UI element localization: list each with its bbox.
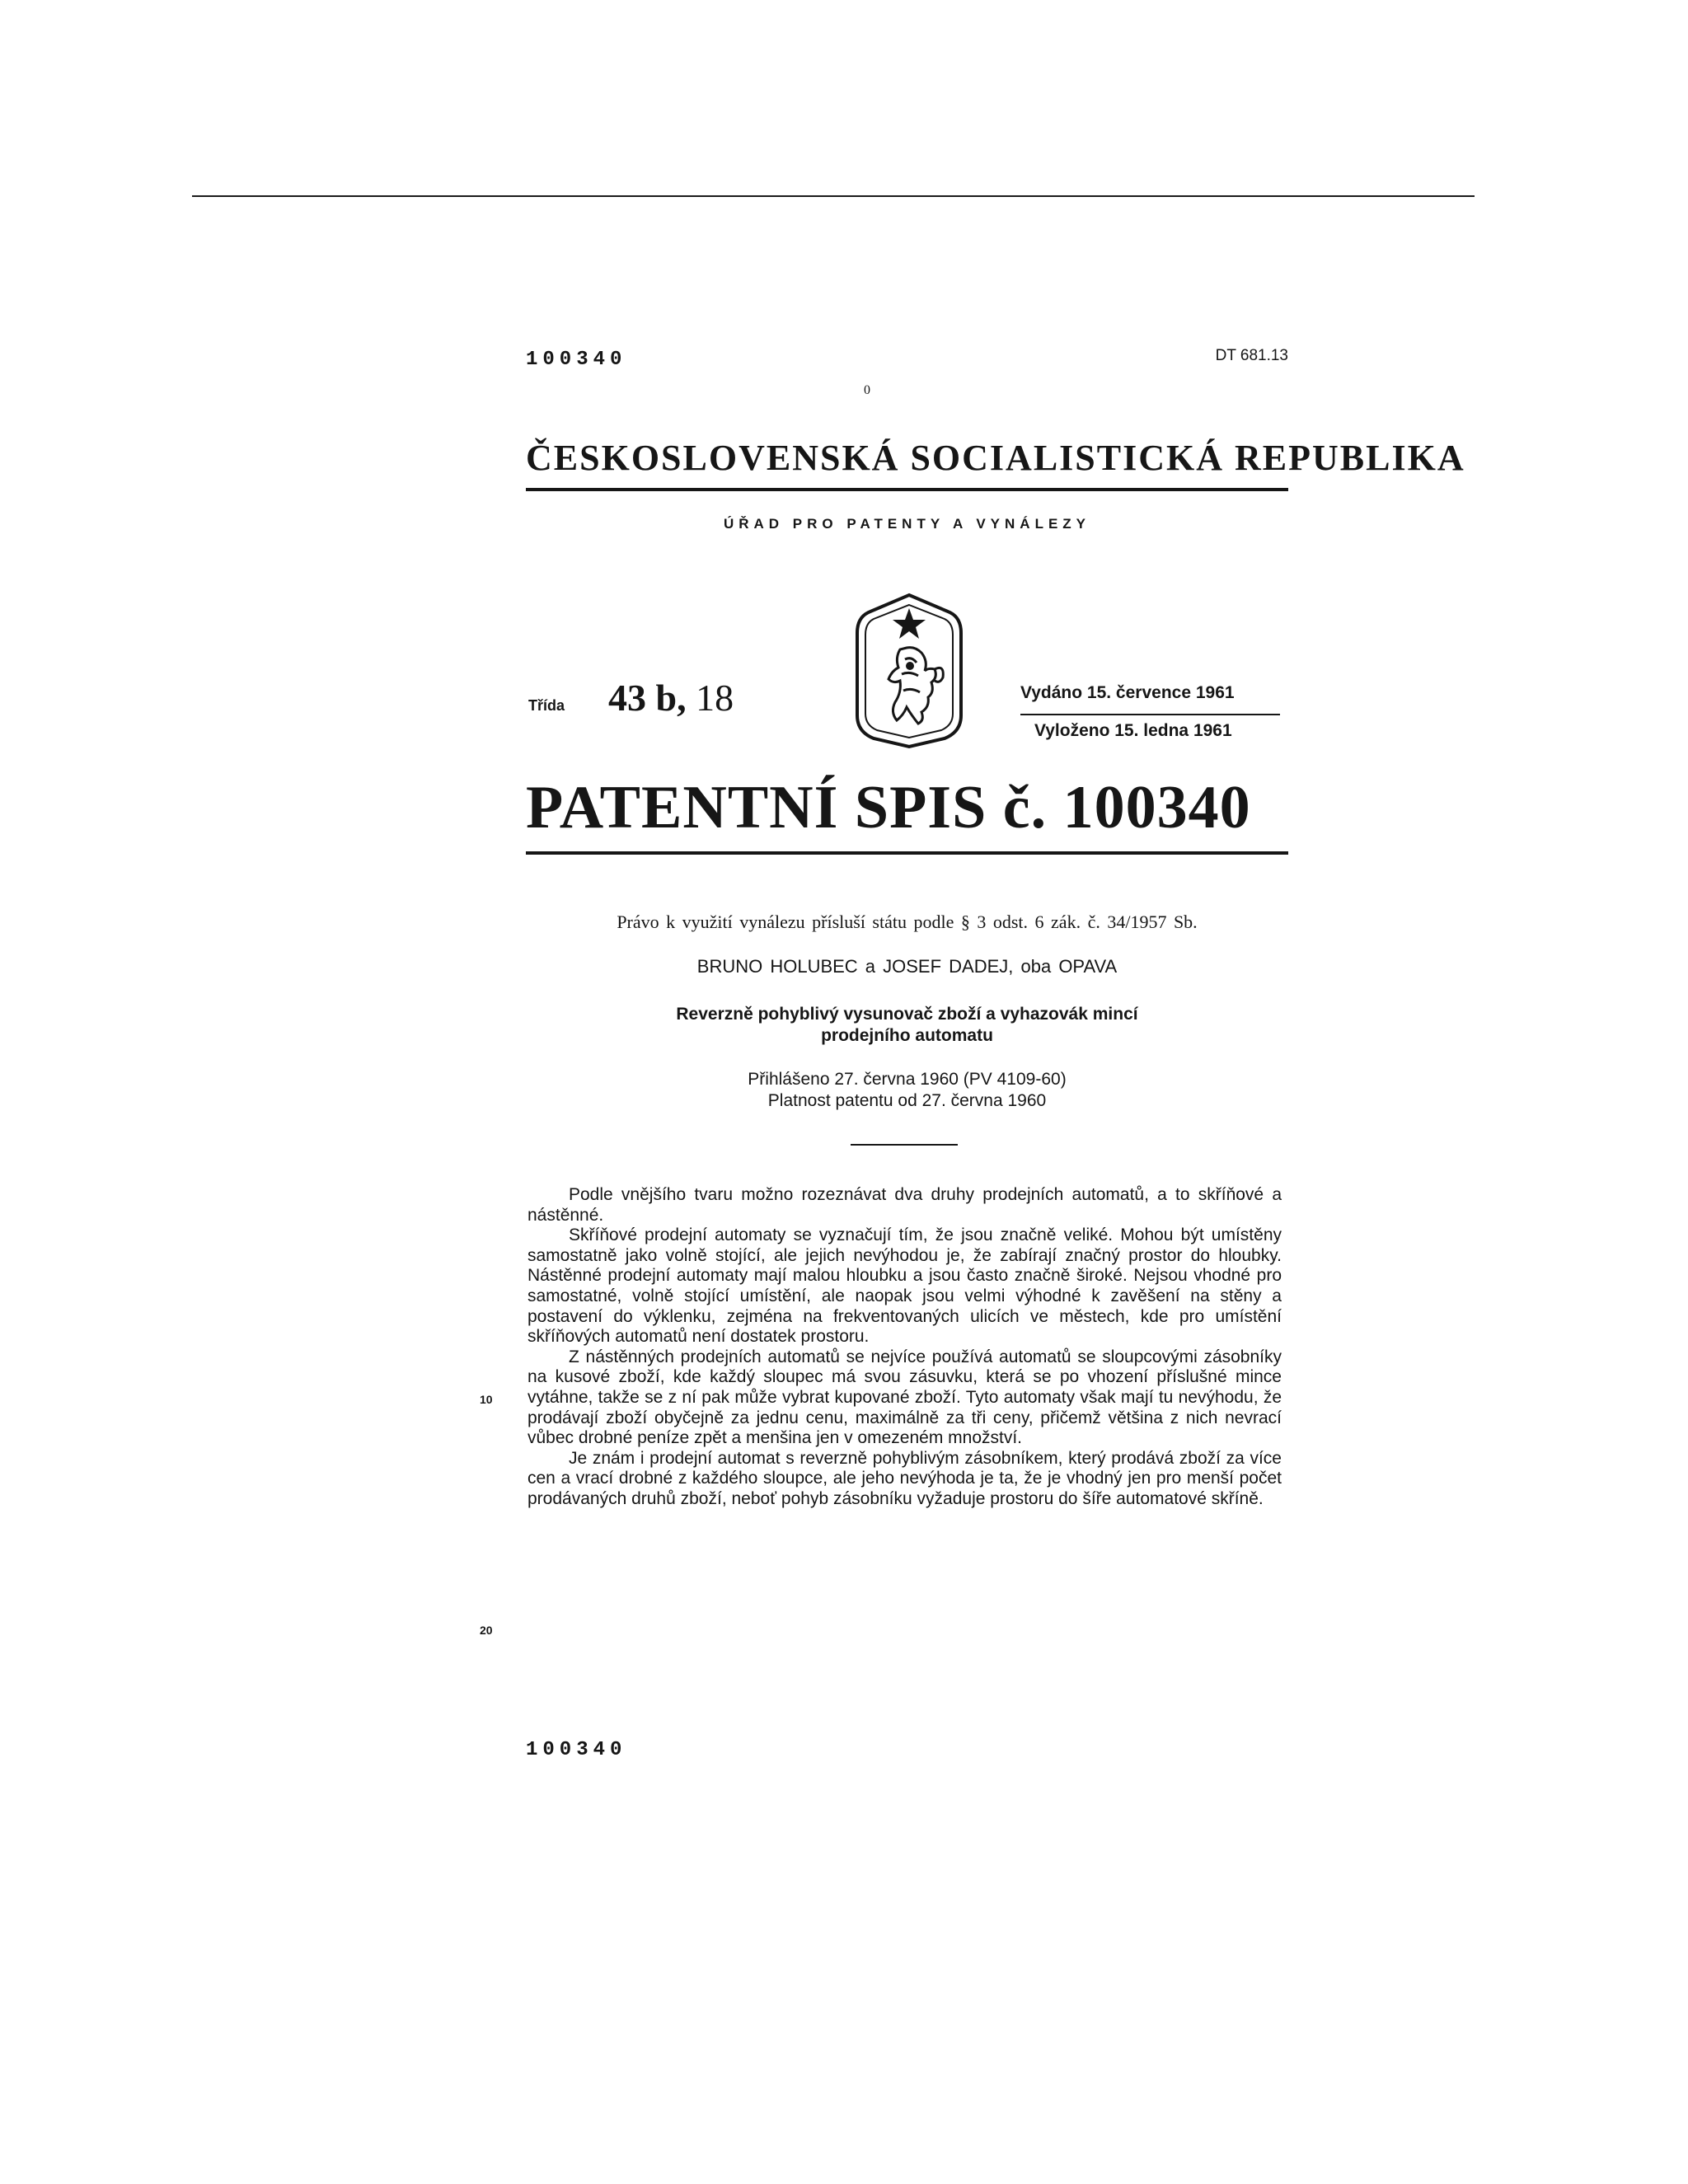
invention-title-line: prodejního automatu: [821, 1026, 993, 1045]
state-emblem-icon: [852, 592, 966, 750]
issued-rule: [1020, 714, 1280, 715]
republic-heading: ČESKOSLOVENSKÁ SOCIALISTICKÁ REPUBLIKA: [526, 438, 1465, 478]
class-main: 43 b,: [608, 677, 687, 719]
class-label: Třída: [528, 697, 565, 714]
body-text: [528, 1185, 1282, 1510]
class-value: [608, 676, 734, 719]
section-rule: [851, 1144, 958, 1146]
rights-statement: Právo k využití vynálezu přísluší státu podle § 3 odst. 6 zák. č. 34/1957 Sb.: [617, 912, 1198, 932]
heading-rule: [526, 488, 1288, 491]
title-rule: [526, 851, 1288, 855]
patent-title: PATENTNÍ SPIS č. 100340: [526, 774, 1251, 841]
header-mark: 0: [864, 383, 870, 397]
top-rule: [192, 195, 1475, 197]
class-sub: 18: [696, 677, 734, 719]
paragraph: Je znám i prodejní automat s reverzně pohyblivým zásobníkem, který prodává zboží za více cen a vrací drobné z každého sloupce, ale jeho nevýhoda je ta, že je vhodný jen pro menší počet prodávaných druhů zboží, neboť pohyb zásobníku vyžaduje prostoru do šíře automatové skříně.: [528, 1448, 1282, 1508]
dt-code: DT 681.13: [1215, 347, 1288, 364]
paragraph: Skříňové prodejní automaty se vyznačují tím, že jsou značně veliké. Mohou být umístěny samostatně jako volně stojící, ale jejich nevýhodou je, že zabírají značný prostor do hloubky. Nástěnné prodejní automaty mají malou hloubku a jsou často značně široké. Nejsou vhodné pro samostatné, volně stojící umístění, ale naopak jsou velmi výhodné k zavěšení na stěny a postavení do výklenku, zejména na frekventovaných ulicích ve městech, kde pro umístění skříňových automatů není dostatek prostoru.: [528, 1226, 1282, 1347]
filing-info: [526, 1069, 1288, 1112]
doc-number-header: 100340: [526, 349, 627, 371]
issued-date: Vydáno 15. července 1961: [1020, 683, 1235, 702]
authors: BRUNO HOLUBEC a JOSEF DADEJ, oba OPAVA: [696, 956, 1118, 977]
filing-date: Přihlášeno 27. června 1960 (PV 4109-60): [748, 1070, 1067, 1089]
paragraph: Podle vnějšího tvaru možno rozeznávat dva druhy prodejních automatů, a to skříňové a nástěnné.: [528, 1185, 1282, 1225]
doc-number-footer: 100340: [526, 1739, 627, 1761]
invention-title: [526, 1004, 1288, 1047]
validity-date: Platnost patentu od 27. června 1960: [767, 1091, 1047, 1110]
line-number: 20: [480, 1624, 493, 1637]
invention-title-line: Reverzně pohyblivý vysunovač zboží a vyhazovák mincí: [676, 1005, 1138, 1024]
line-number: 10: [480, 1393, 493, 1406]
office-heading: ÚŘAD PRO PATENTY A VYNÁLEZY: [723, 516, 1091, 532]
published-date: Vyloženo 15. ledna 1961: [1034, 721, 1232, 740]
paragraph: Z nástěnných prodejních automatů se nejvíce používá automatů se sloupcovými zásobníky na kusové zboží, kde každý sloupec má svou zásuvku, která se po vhození příslušné mince vytáhne, takže se z ní pak může vybrat kupované zboží. Tyto automaty však mají tu nevýhodu, že prodávají zboží obyčejně za jednu cenu, maximálně za tři ceny, přičemž většina z nich nevrací vůbec drobné peníze zpět a menšina jen v omezeném množství.: [528, 1347, 1282, 1448]
